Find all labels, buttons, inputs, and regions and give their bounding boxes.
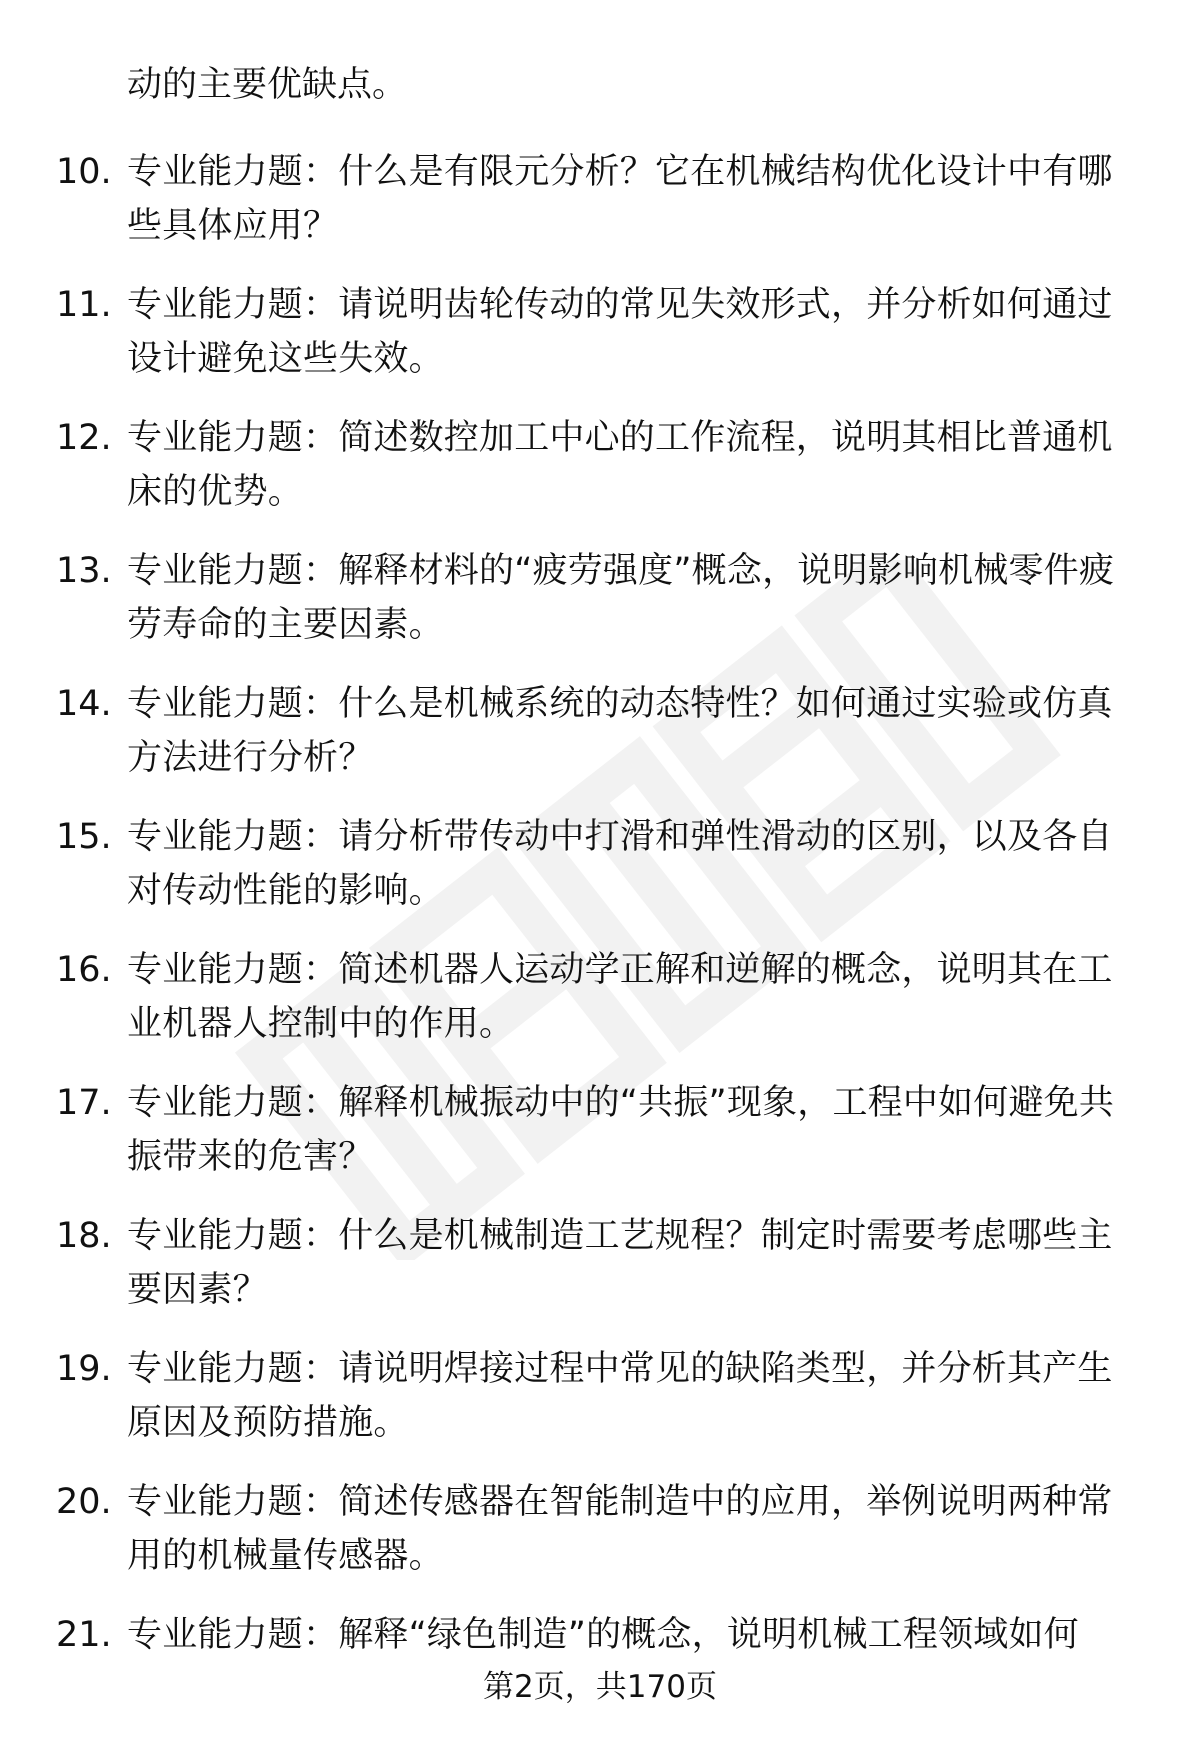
question-text: 专业能力题：简述传感器在智能制造中的应用，举例说明两种常用的机械量传感器。 — [127, 1482, 1113, 1576]
question-item — [0, 145, 1200, 278]
question-number: 11. — [56, 285, 112, 325]
question-item — [0, 1209, 1200, 1342]
question-item — [0, 278, 1200, 411]
question-number: 15. — [56, 817, 112, 857]
question-item — [0, 411, 1200, 544]
question-number: 12. — [56, 418, 112, 458]
question-text: 专业能力题：请说明齿轮传动的常见失效形式，并分析如何通过设计避免这些失效。 — [127, 285, 1113, 379]
question-number: 14. — [56, 684, 112, 724]
question-number: 10. — [56, 152, 112, 192]
question-item — [0, 1475, 1200, 1608]
question-item — [0, 943, 1200, 1076]
question-item — [0, 544, 1200, 677]
continuation-text: 动的主要优缺点。 — [127, 65, 408, 105]
question-text: 专业能力题：什么是机械制造工艺规程？制定时需要考虑哪些主要因素？ — [127, 1216, 1113, 1310]
question-number: 13. — [56, 551, 112, 591]
question-number: 19. — [56, 1349, 112, 1389]
question-text: 专业能力题：解释材料的“疲劳强度”概念，说明影响机械零件疲劳寿命的主要因素。 — [127, 551, 1115, 645]
question-item — [0, 1342, 1200, 1475]
question-item — [0, 810, 1200, 943]
question-item — [0, 677, 1200, 810]
question-text: 专业能力题：解释“绿色制造”的概念，说明机械工程领域如何 — [127, 1615, 1079, 1655]
question-text: 专业能力题：什么是有限元分析？它在机械结构优化设计中有哪些具体应用？ — [127, 152, 1113, 246]
question-number: 17. — [56, 1083, 112, 1123]
page-footer: 第2页，共170页 — [483, 1669, 717, 1705]
question-text: 专业能力题：什么是机械系统的动态特性？如何通过实验或仿真方法进行分析？ — [127, 684, 1113, 778]
question-text: 专业能力题：简述数控加工中心的工作流程，说明其相比普通机床的优势。 — [127, 418, 1113, 512]
question-number: 16. — [56, 950, 112, 990]
question-number: 18. — [56, 1216, 112, 1256]
question-text: 专业能力题：简述机器人运动学正解和逆解的概念，说明其在工业机器人控制中的作用。 — [127, 950, 1113, 1044]
question-number: 21. — [56, 1615, 112, 1655]
question-text: 专业能力题：解释机械振动中的“共振”现象，工程中如何避免共振带来的危害？ — [127, 1083, 1115, 1177]
question-list — [0, 145, 1200, 1741]
question-text: 专业能力题：请分析带传动中打滑和弹性滑动的区别，以及各自对传动性能的影响。 — [127, 817, 1113, 911]
question-item — [0, 1076, 1200, 1209]
question-text: 专业能力题：请说明焊接过程中常见的缺陷类型，并分析其产生原因及预防措施。 — [127, 1349, 1113, 1443]
question-number: 20. — [56, 1482, 112, 1522]
